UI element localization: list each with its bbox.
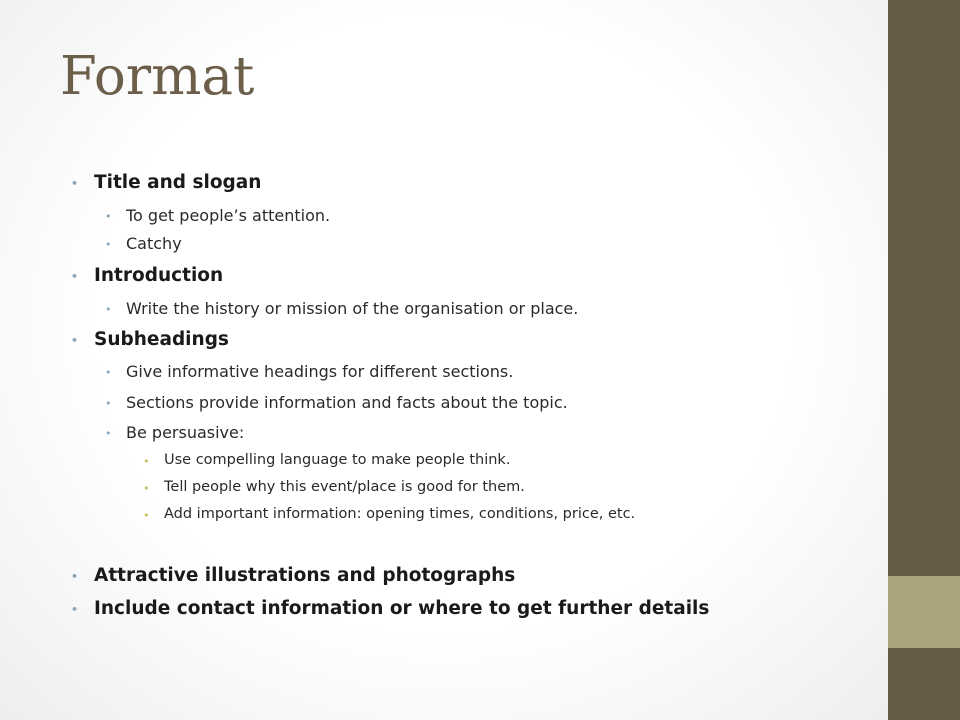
bullet-to-get-attention xyxy=(105,206,331,225)
bullet-text: Introduction xyxy=(94,265,224,286)
bullet-text: Write the history or mission of the organisation or place. xyxy=(126,299,579,318)
slide-title: Format xyxy=(60,46,255,107)
bullet-text: Give informative headings for different sections. xyxy=(126,362,514,381)
bullet-dot: • xyxy=(71,270,79,283)
bullet-dot: • xyxy=(105,303,112,316)
bullet-dot: • xyxy=(71,177,79,190)
bullet-give-informative xyxy=(105,362,514,381)
bullet-dot: • xyxy=(105,427,112,440)
bullet-text: Include contact information or where to get further details xyxy=(94,598,710,619)
bullet-dot: • xyxy=(105,238,112,251)
bullet-text: Subheadings xyxy=(94,329,229,350)
bullet-dot: • xyxy=(71,570,79,583)
bullet-text: Use compelling language to make people think. xyxy=(164,452,511,468)
bullet-subheadings xyxy=(71,329,229,350)
bullet-add-important xyxy=(143,506,636,522)
bullet-text: To get people’s attention. xyxy=(126,206,331,225)
bullet-text: Tell people why this event/place is good for them. xyxy=(164,479,525,495)
bullet-dot: • xyxy=(105,210,112,223)
bullet-include-contact xyxy=(71,598,710,619)
bullet-text: Sections provide information and facts about the topic. xyxy=(126,393,568,412)
bullet-dot: • xyxy=(71,334,79,347)
bullet-dot: • xyxy=(143,509,150,522)
bullet-dot: • xyxy=(143,482,150,495)
bullet-text: Attractive illustrations and photographs xyxy=(94,565,516,586)
bullet-attractive-illustrations xyxy=(71,565,516,586)
bullet-sections-provide xyxy=(105,393,568,412)
bullet-text: Add important information: opening times, conditions, price, etc. xyxy=(164,506,636,522)
bullet-write-history xyxy=(105,299,579,318)
bullet-use-compelling xyxy=(143,452,511,468)
bullet-dot: • xyxy=(105,366,112,379)
side-band-accent xyxy=(888,576,960,648)
bullet-be-persuasive xyxy=(105,423,245,442)
bullet-introduction xyxy=(71,265,224,286)
bullet-dot: • xyxy=(71,603,79,616)
bullet-text: Catchy xyxy=(126,234,182,253)
bullet-catchy xyxy=(105,234,182,253)
bullet-title-and-slogan xyxy=(71,172,262,193)
bullet-tell-people xyxy=(143,479,525,495)
bullet-dot: • xyxy=(143,455,150,468)
side-band-bottom xyxy=(888,648,960,720)
bullet-text: Title and slogan xyxy=(94,172,262,193)
bullet-text: Be persuasive: xyxy=(126,423,245,442)
side-band-top xyxy=(888,0,960,576)
bullet-dot: • xyxy=(105,397,112,410)
